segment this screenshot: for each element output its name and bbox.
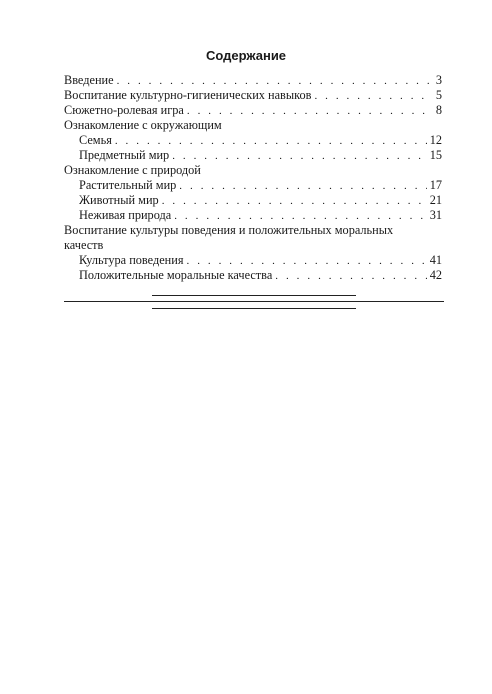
toc-entry-label: качеств <box>64 238 104 252</box>
toc-entry-page: 5 <box>435 88 442 102</box>
leader-dots <box>174 209 426 224</box>
toc-entry-page: 12 <box>429 133 442 147</box>
toc-entry-label: Растительный мир <box>79 178 177 192</box>
leader-dots <box>179 179 426 194</box>
leader-dots <box>117 74 429 89</box>
divider-top <box>152 295 356 296</box>
toc-entry-page: 17 <box>429 178 442 192</box>
toc-entry <box>64 253 442 268</box>
leader-dots <box>115 134 427 149</box>
toc-entry-label: Неживая природа <box>79 208 172 222</box>
table-of-contents <box>64 73 442 283</box>
toc-section-heading <box>64 238 442 253</box>
toc-entry <box>64 88 442 103</box>
toc-entry-page: 8 <box>435 103 442 117</box>
toc-entry-page: 21 <box>429 193 442 207</box>
toc-entry <box>64 193 442 208</box>
toc-title: Содержание <box>205 48 287 63</box>
toc-entry-label: Ознакомление с окружающим <box>64 118 222 132</box>
toc-section-heading <box>64 163 442 178</box>
toc-entry-label: Животный мир <box>79 193 159 207</box>
leader-dots <box>187 104 429 119</box>
divider-middle <box>64 301 444 302</box>
leader-dots <box>187 254 427 269</box>
toc-entry-label: Введение <box>64 73 114 87</box>
toc-entry-page: 3 <box>435 73 442 87</box>
toc-entry-label: Культура поведения <box>79 253 184 267</box>
toc-entry-page: 15 <box>429 148 442 162</box>
toc-entry-label: Воспитание культуры поведения и положительных моральных <box>64 223 394 237</box>
toc-entry <box>64 133 442 148</box>
toc-entry <box>64 268 442 283</box>
toc-entry-label: Воспитание культурно-гигиенических навыков <box>64 88 312 102</box>
toc-entry <box>64 103 442 118</box>
toc-entry <box>64 208 442 223</box>
toc-entry-page: 31 <box>429 208 442 222</box>
leader-dots <box>314 89 429 104</box>
leader-dots <box>275 269 426 284</box>
toc-entry-page: 41 <box>429 253 442 267</box>
toc-entry-label: Сюжетно-ролевая игра <box>64 103 184 117</box>
toc-entry <box>64 73 442 88</box>
toc-section-heading <box>64 223 442 238</box>
toc-section-heading <box>64 118 442 133</box>
toc-entry-label: Семья <box>79 133 112 147</box>
toc-entry-label: Ознакомление с природой <box>64 163 201 177</box>
toc-entry <box>64 178 442 193</box>
leader-dots <box>172 149 427 164</box>
toc-entry-label: Предметный мир <box>79 148 170 162</box>
divider-bottom <box>152 308 356 309</box>
toc-entry-label: Положительные моральные качества <box>79 268 273 282</box>
toc-entry <box>64 148 442 163</box>
toc-entry-page: 42 <box>429 268 442 282</box>
leader-dots <box>162 194 427 209</box>
